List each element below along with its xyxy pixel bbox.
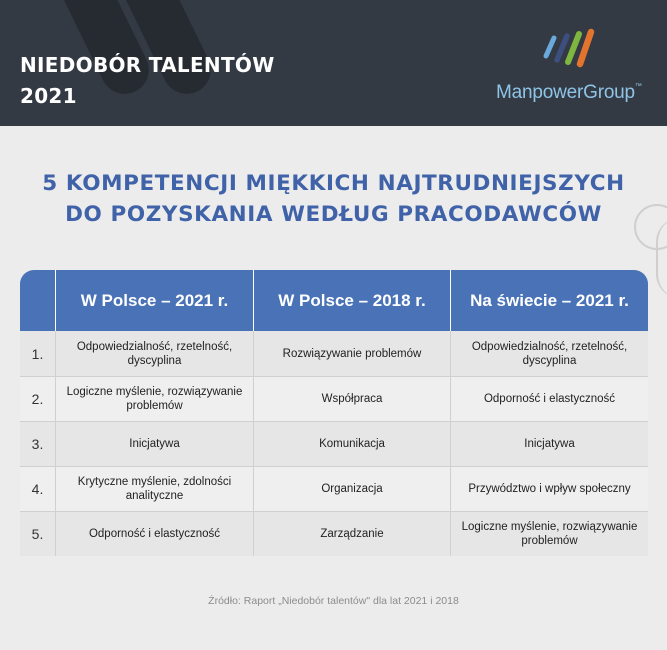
table-cell: Odpowiedzialność, rzetelność, dyscyplina [55,331,253,376]
headline-line: DO POZYSKANIA WEDŁUG PRACODAWCÓW [65,202,602,227]
rank-cell: 4. [31,481,44,497]
logo-trademark: ™ [634,83,642,90]
table-cell: Komunikacja [253,422,450,466]
manpower-logo-icon [540,26,596,70]
table-header [20,270,648,331]
table-cell: Krytyczne myślenie, zdolności analityczne [55,467,253,511]
table-row [20,376,648,421]
table-cell: Zarządzanie [253,512,450,556]
competencies-table [20,270,648,556]
column-header-world-2021: Na świecie – 2021 r. [450,270,648,331]
table-cell: Logiczne myślenie, rozwiązywanie problemów [450,512,648,556]
table-cell: Odporność i elastyczność [55,512,253,556]
report-title-line: NIEDOBÓR TALENTÓW [20,53,275,77]
rank-cell: 1. [31,345,44,362]
table-cell: Przywództwo i wpływ społeczny [450,467,648,511]
table-cell: Logiczne myślenie, rozwiązywanie problemów [55,377,253,421]
table-cell: Organizacja [253,467,450,511]
table-body [20,331,648,556]
table-cell: Rozwiązywanie problemów [253,331,450,376]
headline-line: 5 KOMPETENCJI MIĘKKICH NAJTRUDNIEJSZYCH [42,171,625,196]
table-cell: Współpraca [253,377,450,421]
source-note: Źródło: Raport „Niedobór talentów" dla lat 2021 i 2018 [208,595,459,607]
rank-cell: 2. [31,391,44,407]
table-row [20,511,648,556]
report-year: 2021 [20,84,77,108]
column-header-rank [20,270,55,331]
table-cell: Inicjatywa [55,422,253,466]
column-header-poland-2018: W Polsce – 2018 r. [253,270,450,331]
logo-name: ManpowerGroup [496,82,635,103]
table-cell: Odporność i elastyczność [450,377,648,421]
table-row [20,421,648,466]
rank-cell: 5. [31,526,44,542]
table-cell: Odpowiedzialność, rzetelność, dyscyplina [450,331,648,376]
rank-cell: 3. [31,436,44,452]
manpower-logo-text [496,82,642,104]
page-headline [0,168,667,230]
column-header-poland-2021: W Polsce – 2021 r. [55,270,253,331]
table-row [20,466,648,511]
table-row [20,331,648,376]
header-banner [0,0,667,126]
report-title [20,50,275,112]
table-cell: Inicjatywa [450,422,648,466]
